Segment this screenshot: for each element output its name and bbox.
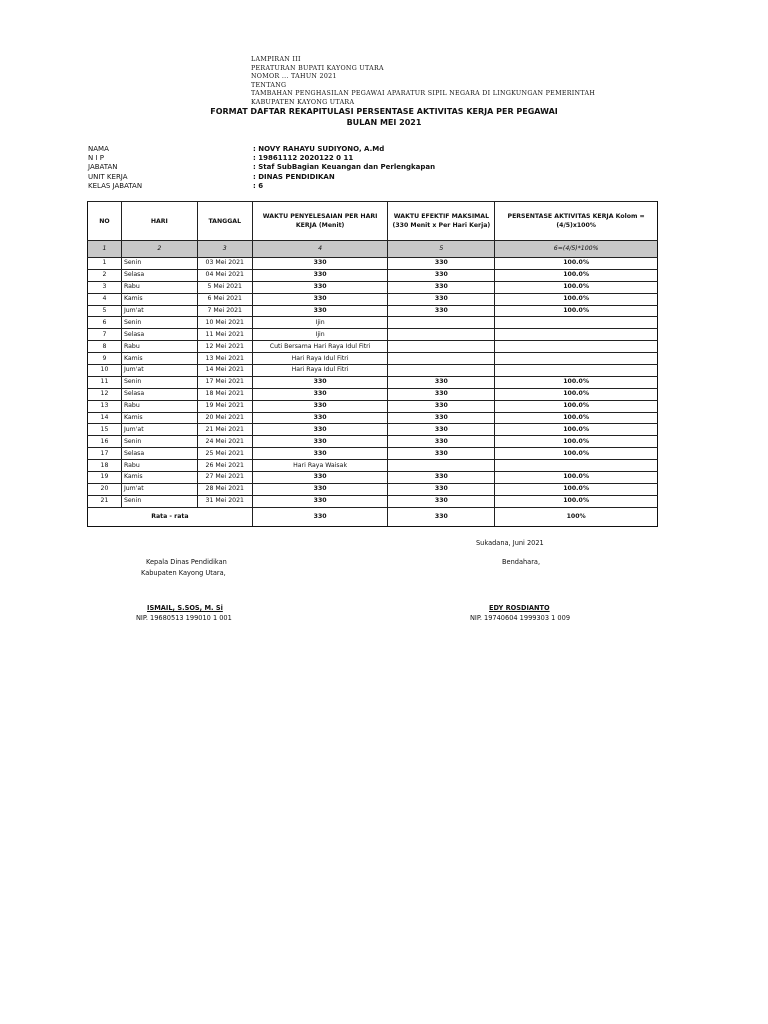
row-penyelesaian: 330: [252, 448, 388, 460]
row-efektif: 330: [388, 258, 495, 270]
row-no: 2: [88, 269, 122, 281]
row-penyelesaian: 330: [252, 412, 388, 424]
table-row: [88, 293, 658, 305]
row-efektif: [388, 317, 495, 329]
average-row: [88, 507, 658, 526]
table-header-row: [88, 202, 658, 241]
average-efektif: 330: [388, 507, 495, 526]
col-header-waktu-efektif: WAKTU EFEKTIF MAKSIMAL (330 Menit x Per Hari Kerja): [388, 202, 495, 241]
table-row: [88, 353, 658, 365]
row-efektif: 330: [388, 269, 495, 281]
row-efektif: 330: [388, 376, 495, 388]
row-penyelesaian: Hari Raya Idul Fitri: [252, 365, 388, 377]
row-tanggal: 03 Mei 2021: [197, 258, 252, 270]
right-signer-nip: NIP. 19740604 1999303 1 009: [470, 614, 571, 622]
row-no: 6: [88, 317, 122, 329]
row-hari: Senin: [121, 258, 197, 270]
info-label: NAMA: [88, 145, 109, 153]
row-no: 19: [88, 472, 122, 484]
document-title: FORMAT DAFTAR REKAPITULASI PERSENTASE AKTIVITAS KERJA PER PEGAWAI: [210, 107, 558, 116]
row-efektif: [388, 329, 495, 341]
row-efektif: [388, 460, 495, 472]
row-penyelesaian: 330: [252, 495, 388, 507]
right-signer-title: Bendahara,: [502, 558, 541, 566]
row-persentase: 100.0%: [495, 472, 658, 484]
row-efektif: 330: [388, 412, 495, 424]
row-hari: Rabu: [121, 460, 197, 472]
row-hari: Kamis: [121, 412, 197, 424]
table-row: [88, 448, 658, 460]
table-row: [88, 460, 658, 472]
table-row: [88, 483, 658, 495]
row-tanggal: 14 Mei 2021: [197, 365, 252, 377]
row-efektif: [388, 353, 495, 365]
row-efektif: 330: [388, 388, 495, 400]
row-hari: Senin: [121, 495, 197, 507]
row-penyelesaian: 330: [252, 424, 388, 436]
row-tanggal: 25 Mei 2021: [197, 448, 252, 460]
row-hari: Kamis: [121, 293, 197, 305]
row-hari: Senin: [121, 317, 197, 329]
row-no: 7: [88, 329, 122, 341]
left-signer-nip: NIP. 19680513 199010 1 001: [136, 614, 232, 622]
average-persentase: 100%: [495, 507, 658, 526]
info-value: : NOVY RAHAYU SUDIYONO, A.Md: [253, 145, 385, 153]
left-signer-title-2: Kabupaten Kayong Utara,: [141, 569, 226, 577]
row-persentase: 100.0%: [495, 412, 658, 424]
row-efektif: 330: [388, 281, 495, 293]
left-signer-name: ISMAIL, S.SOS, M. Si: [147, 604, 223, 612]
row-penyelesaian: 330: [252, 400, 388, 412]
row-no: 10: [88, 365, 122, 377]
activity-table: [87, 201, 658, 527]
row-persentase: [495, 365, 658, 377]
col-header-waktu-penyelesaian: WAKTU PENYELESAIAN PER HARI KERJA (Menit): [252, 202, 388, 241]
row-tanggal: 11 Mei 2021: [197, 329, 252, 341]
table-row: [88, 258, 658, 270]
row-tanggal: 04 Mei 2021: [197, 269, 252, 281]
table-row: [88, 376, 658, 388]
row-efektif: 330: [388, 483, 495, 495]
header-line: TENTANG: [251, 81, 287, 89]
row-penyelesaian: 330: [252, 305, 388, 317]
row-persentase: 100.0%: [495, 483, 658, 495]
table-body: [88, 258, 658, 508]
row-persentase: 100.0%: [495, 424, 658, 436]
row-no: 16: [88, 436, 122, 448]
row-tanggal: 28 Mei 2021: [197, 483, 252, 495]
row-penyelesaian: Hari Raya Waisak: [252, 460, 388, 472]
row-hari: Kamis: [121, 353, 197, 365]
info-value: : Staf SubBagian Keuangan dan Perlengkapan: [253, 163, 436, 172]
info-label: N I P: [88, 154, 104, 163]
row-hari: Selasa: [121, 329, 197, 341]
row-penyelesaian: Cuti Bersama Hari Raya Idul Fitri: [252, 341, 388, 353]
column-number: 4: [252, 241, 388, 258]
table-row: [88, 388, 658, 400]
table-row: [88, 317, 658, 329]
row-no: 18: [88, 460, 122, 472]
row-efektif: 330: [388, 448, 495, 460]
row-persentase: 100.0%: [495, 376, 658, 388]
row-no: 4: [88, 293, 122, 305]
table-row: [88, 424, 658, 436]
row-efektif: 330: [388, 400, 495, 412]
header-line: NOMOR ... TAHUN 2021: [251, 73, 337, 81]
table-row: [88, 329, 658, 341]
row-tanggal: 5 Mei 2021: [197, 281, 252, 293]
row-persentase: 100.0%: [495, 495, 658, 507]
info-label: UNIT KERJA: [88, 172, 128, 181]
row-tanggal: 26 Mei 2021: [197, 460, 252, 472]
row-tanggal: 7 Mei 2021: [197, 305, 252, 317]
average-penyelesaian: 330: [252, 507, 388, 526]
row-efektif: 330: [388, 472, 495, 484]
document-subtitle: BULAN MEI 2021: [346, 118, 422, 127]
column-number: 6=(4/5)*100%: [495, 241, 658, 258]
column-number: 5: [388, 241, 495, 258]
table-row: [88, 400, 658, 412]
row-no: 20: [88, 483, 122, 495]
row-persentase: [495, 353, 658, 365]
row-hari: Kamis: [121, 472, 197, 484]
header-line: KABUPATEN KAYONG UTARA: [251, 98, 355, 106]
header-line: LAMPIRAN III: [251, 56, 301, 63]
row-penyelesaian: Ijin: [252, 317, 388, 329]
row-persentase: 100.0%: [495, 258, 658, 270]
header-line: PERATURAN BUPATI KAYONG UTARA: [251, 64, 384, 72]
table-row: [88, 495, 658, 507]
row-tanggal: 20 Mei 2021: [197, 412, 252, 424]
info-value: : DINAS PENDIDIKAN: [253, 172, 335, 181]
row-efektif: [388, 341, 495, 353]
row-hari: Rabu: [121, 341, 197, 353]
row-penyelesaian: 330: [252, 483, 388, 495]
row-hari: Jum'at: [121, 305, 197, 317]
col-header-hari: HARI: [121, 202, 197, 241]
row-persentase: 100.0%: [495, 400, 658, 412]
row-tanggal: 6 Mei 2021: [197, 293, 252, 305]
row-penyelesaian: Ijin: [252, 329, 388, 341]
table-row: [88, 281, 658, 293]
row-penyelesaian: 330: [252, 436, 388, 448]
row-no: 1: [88, 258, 122, 270]
row-efektif: 330: [388, 424, 495, 436]
row-no: 8: [88, 341, 122, 353]
row-no: 3: [88, 281, 122, 293]
row-efektif: [388, 365, 495, 377]
table-row: [88, 269, 658, 281]
row-hari: Rabu: [121, 281, 197, 293]
row-persentase: 100.0%: [495, 281, 658, 293]
row-persentase: 100.0%: [495, 293, 658, 305]
place-date: Sukadana, Juni 2021: [476, 539, 544, 547]
table-row: [88, 436, 658, 448]
row-tanggal: 27 Mei 2021: [197, 472, 252, 484]
row-tanggal: 10 Mei 2021: [197, 317, 252, 329]
row-hari: Jum'at: [121, 483, 197, 495]
column-number: 2: [121, 241, 197, 258]
row-no: 14: [88, 412, 122, 424]
table-row: [88, 365, 658, 377]
row-hari: Selasa: [121, 448, 197, 460]
row-tanggal: 12 Mei 2021: [197, 341, 252, 353]
row-tanggal: 24 Mei 2021: [197, 436, 252, 448]
row-penyelesaian: Hari Raya Idul Fitri: [252, 353, 388, 365]
row-persentase: [495, 329, 658, 341]
row-no: 21: [88, 495, 122, 507]
row-no: 9: [88, 353, 122, 365]
row-efektif: 330: [388, 293, 495, 305]
row-no: 17: [88, 448, 122, 460]
row-penyelesaian: 330: [252, 281, 388, 293]
row-hari: Selasa: [121, 388, 197, 400]
row-persentase: 100.0%: [495, 269, 658, 281]
col-header-persentase: PERSENTASE AKTIVITAS KERJA Kolom = (4/5)x100%: [495, 202, 658, 241]
row-tanggal: 21 Mei 2021: [197, 424, 252, 436]
row-tanggal: 13 Mei 2021: [197, 353, 252, 365]
attachment-header: [251, 56, 651, 108]
row-persentase: [495, 460, 658, 472]
table-row: [88, 305, 658, 317]
table-row: [88, 472, 658, 484]
row-tanggal: 17 Mei 2021: [197, 376, 252, 388]
info-label: JABATAN: [88, 163, 118, 172]
row-no: 15: [88, 424, 122, 436]
info-value: : 19861112 2020122 0 11: [253, 154, 354, 163]
row-tanggal: 19 Mei 2021: [197, 400, 252, 412]
row-no: 12: [88, 388, 122, 400]
row-hari: Rabu: [121, 400, 197, 412]
row-penyelesaian: 330: [252, 388, 388, 400]
row-persentase: 100.0%: [495, 436, 658, 448]
column-number: 1: [88, 241, 122, 258]
row-hari: Selasa: [121, 269, 197, 281]
col-header-no: NO: [88, 202, 122, 241]
row-persentase: 100.0%: [495, 388, 658, 400]
info-value: : 6: [253, 181, 264, 190]
row-tanggal: 31 Mei 2021: [197, 495, 252, 507]
row-persentase: 100.0%: [495, 448, 658, 460]
row-no: 5: [88, 305, 122, 317]
row-efektif: 330: [388, 495, 495, 507]
row-hari: Jum'at: [121, 424, 197, 436]
left-signer-title: Kepala Dinas Pendidikan: [146, 558, 227, 566]
average-label: Rata - rata: [88, 507, 253, 526]
row-penyelesaian: 330: [252, 293, 388, 305]
column-number: 3: [197, 241, 252, 258]
row-persentase: 100.0%: [495, 305, 658, 317]
row-hari: Senin: [121, 436, 197, 448]
row-penyelesaian: 330: [252, 472, 388, 484]
row-hari: Jum'at: [121, 365, 197, 377]
right-signer-name: EDY ROSDIANTO: [489, 604, 550, 612]
row-no: 11: [88, 376, 122, 388]
row-no: 13: [88, 400, 122, 412]
column-number-row: [88, 241, 658, 258]
table-row: [88, 341, 658, 353]
row-efektif: 330: [388, 436, 495, 448]
row-persentase: [495, 341, 658, 353]
row-penyelesaian: 330: [252, 258, 388, 270]
row-penyelesaian: 330: [252, 376, 388, 388]
row-persentase: [495, 317, 658, 329]
row-penyelesaian: 330: [252, 269, 388, 281]
header-line: TAMBAHAN PENGHASILAN PEGAWAI APARATUR SIPIL NEGARA DI LINGKUNGAN PEMERINTAH: [251, 90, 596, 98]
col-header-tanggal: TANGGAL: [197, 202, 252, 241]
info-label: KELAS JABATAN: [88, 181, 143, 190]
row-tanggal: 18 Mei 2021: [197, 388, 252, 400]
row-efektif: 330: [388, 305, 495, 317]
row-hari: Senin: [121, 376, 197, 388]
table-row: [88, 412, 658, 424]
